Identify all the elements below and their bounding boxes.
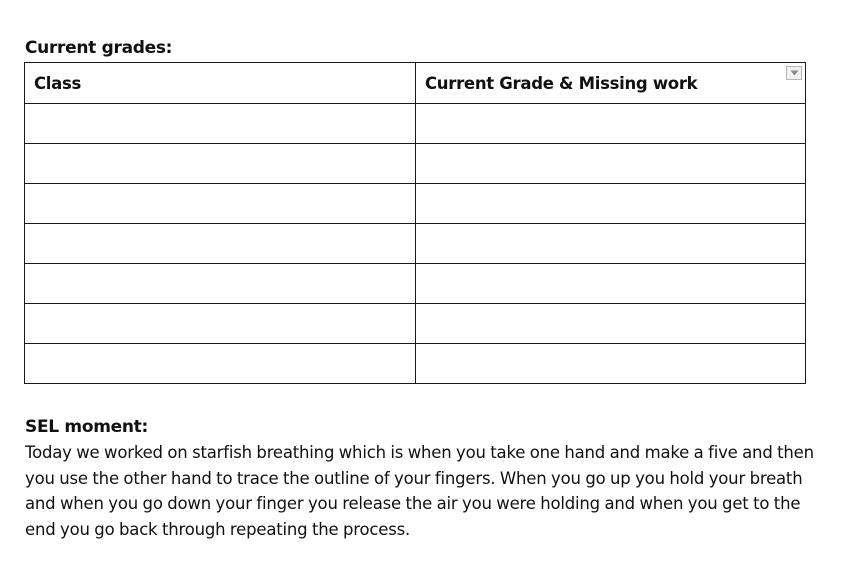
column-header-class: Class bbox=[25, 63, 416, 104]
class-cell[interactable] bbox=[25, 264, 416, 304]
table-row bbox=[25, 184, 806, 224]
grade-cell[interactable] bbox=[416, 264, 806, 304]
table-row bbox=[25, 264, 806, 304]
table-row bbox=[25, 104, 806, 144]
table-header-row bbox=[25, 63, 806, 104]
grade-cell[interactable] bbox=[416, 224, 806, 264]
column-header-grade bbox=[416, 63, 806, 104]
grades-section-title: Current grades: bbox=[25, 38, 173, 58]
class-cell[interactable] bbox=[25, 344, 416, 384]
table-row bbox=[25, 304, 806, 344]
table-row bbox=[25, 144, 806, 184]
class-cell[interactable] bbox=[25, 184, 416, 224]
chevron-down-icon bbox=[790, 70, 799, 76]
column-header-grade-label: Current Grade & Missing work bbox=[425, 73, 698, 93]
sel-paragraph: Today we worked on starfish breathing which is when you take one hand and make a five and then you use the other hand to trace the outline of your fingers. When you go up you hold your breath and when you go down your finger you release the air you were holding and when you get to the end you go back through repeating the process. bbox=[25, 443, 814, 539]
grades-table bbox=[24, 62, 806, 384]
grade-cell[interactable] bbox=[416, 104, 806, 144]
class-cell[interactable] bbox=[25, 144, 416, 184]
sel-section-title: SEL moment: bbox=[25, 417, 148, 437]
class-cell[interactable] bbox=[25, 224, 416, 264]
grade-cell[interactable] bbox=[416, 344, 806, 384]
column-dropdown-button[interactable] bbox=[786, 66, 802, 80]
grade-cell[interactable] bbox=[416, 184, 806, 224]
grade-cell[interactable] bbox=[416, 144, 806, 184]
class-cell[interactable] bbox=[25, 304, 416, 344]
table-row bbox=[25, 224, 806, 264]
class-cell[interactable] bbox=[25, 104, 416, 144]
grade-cell[interactable] bbox=[416, 304, 806, 344]
table-row bbox=[25, 344, 806, 384]
